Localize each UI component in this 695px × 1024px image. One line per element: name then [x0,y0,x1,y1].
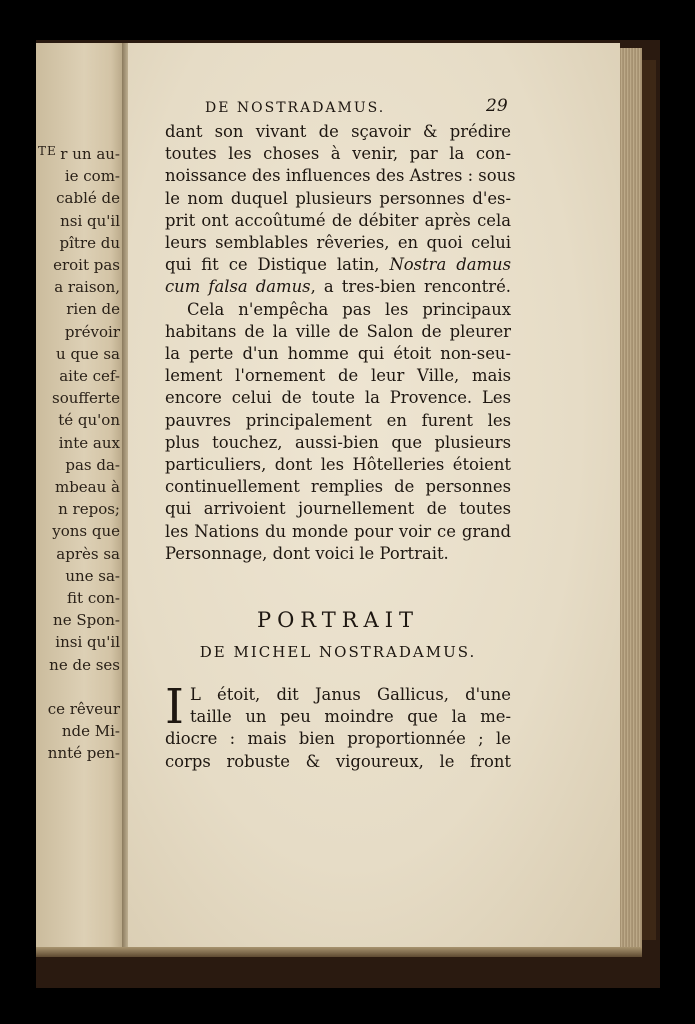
left-page-line: ne de ses [49,655,120,674]
text-line: qui arrivoient journellement de toutes [165,499,511,519]
text-line: la perte d'un homme qui étoit non-seu- [165,344,511,364]
left-page-line: prévoir [64,322,120,341]
left-page-line: nde Mi- [61,722,120,741]
text-line: toutes les choses à venir, par la con- [165,144,511,164]
section-title: PORTRAIT [256,608,420,632]
text-line: taille un peu moindre que la me- [189,707,511,727]
left-page-line: inte aux [58,433,120,452]
text-line: Personnage, dont voici le Portrait. [165,543,449,563]
portrait-text [165,679,511,773]
text-line: habitans de la ville de Salon de pleurer [165,321,511,341]
text-line: les Nations du monde pour voir ce grand [165,521,511,541]
left-page-line: té qu'on [58,411,120,430]
bottom-edge [36,947,642,957]
cover-edge [642,60,656,940]
left-page-line: pas da- [65,455,120,474]
body-text [165,121,516,565]
left-page-line: yons que [52,522,120,541]
left-page-header: TE [38,144,57,158]
text-line: encore celui de toute la Provence. Les [165,388,511,408]
text-line: particuliers, dont les Hôtelleries étoient [165,455,511,475]
latin-distich: cum falsa damus [165,277,311,297]
left-page-line: ne Spon- [53,611,120,630]
page-edges [620,48,642,948]
left-page-line: ie com- [64,167,120,186]
text-line: Cela n'empêcha pas les principaux [187,299,511,319]
left-page-line: soufferte [52,389,120,408]
left-page-line: u que sa [56,344,120,363]
text-line: noissance des influences des Astres : sous [165,166,516,186]
text-line: pauvres principalement en furent les [165,410,511,430]
running-header: DE NOSTRADAMUS. [205,100,386,116]
text-line: diocre : mais bien proportionnée ; le [165,729,511,749]
left-page-line: mbeau à [54,478,120,497]
left-page [36,43,124,947]
text-line: dant son vivant de sçavoir & prédire [165,122,511,141]
left-page-line: fit con- [67,589,120,608]
text-line: continuellement remplies de personnes [165,477,511,497]
left-page-line: rien de [66,300,120,319]
text-line: le nom duquel plusieurs personnes d'es- [165,188,511,208]
text-line [165,254,511,276]
section-subtitle: DE MICHEL NOSTRADAMUS. [199,643,477,661]
left-page-line: eroit pas [53,256,120,275]
left-page-lines [36,143,124,765]
left-page-line: après sa [56,544,120,563]
left-page-line: une sa- [65,566,120,585]
text-line [165,276,511,298]
left-page-line: cablé de [56,189,120,208]
latin-distich: Nostra damus [389,255,511,275]
left-page-line: r un au- [60,145,120,163]
text-line: L étoit, dit Janus Gallicus, d'une [189,685,511,704]
text-span: qui fit ce Distique latin, [165,255,380,275]
text-line: plus touchez, aussi-bien que plusieurs [165,432,511,452]
left-page-line: nnté pen- [47,744,120,763]
left-page-line: pître du [59,233,120,252]
page-number: 29 [486,96,508,116]
text-span: , a tres-bien rencontré. [310,277,511,297]
text-line: leurs semblables rêveries, en quoi celui [165,233,511,253]
left-page-line: n repos; [58,500,120,519]
left-page-line: aite cef- [59,367,120,386]
text-line: prit ont accoûtumé de débiter après cela [165,210,511,230]
left-page-line [36,676,124,698]
left-page-line: a raison, [54,278,120,297]
drop-cap: I [165,679,184,735]
left-page-line: nsi qu'il [60,211,120,230]
text-line: corps robuste & vigoureux, le front [165,751,511,771]
left-page-line: insi qu'il [55,633,120,652]
text-line: lement l'ornement de leur Ville, mais [165,366,511,386]
left-page-line: ce rêveur [47,700,120,719]
